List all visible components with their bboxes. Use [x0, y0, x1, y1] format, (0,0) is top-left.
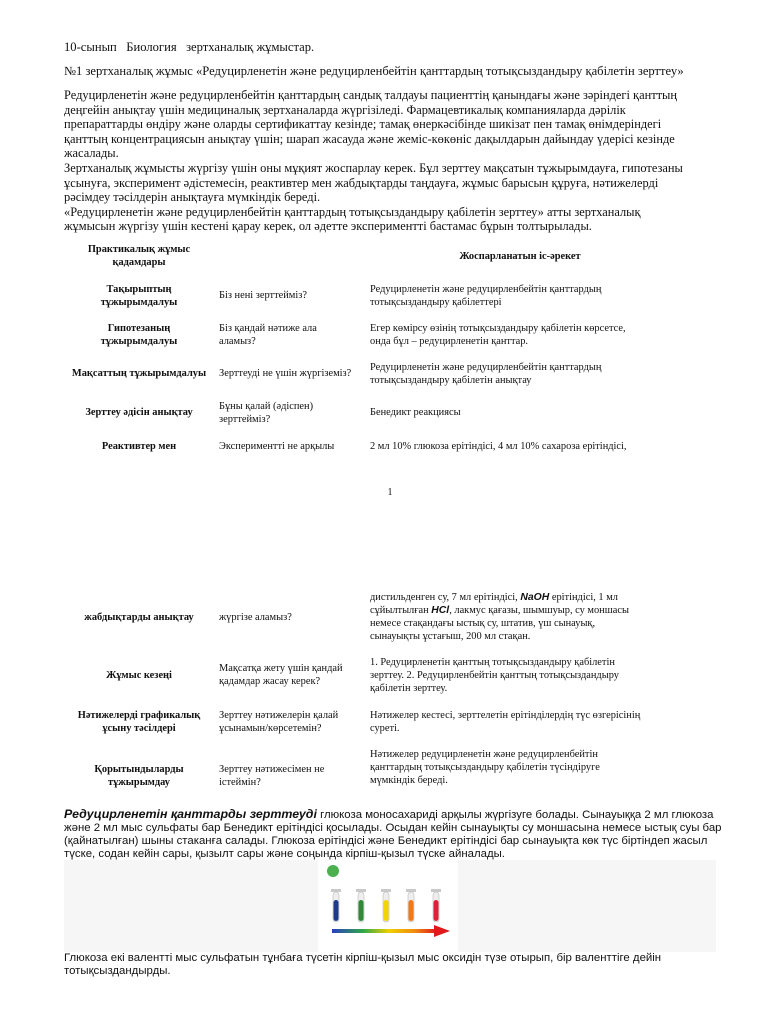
chem-formula-hcl: HCl	[431, 605, 450, 616]
cell-line: Экспериментті не арқылы	[219, 441, 335, 452]
table-cell-step	[64, 611, 214, 624]
table-cell-step	[64, 406, 214, 419]
table-head-line: Практикалық жұмыс	[87, 244, 191, 255]
subject-label: Биология	[126, 40, 177, 54]
table-cell-step	[64, 763, 214, 789]
cell-line: істеймін?	[219, 777, 261, 788]
benedict-section	[64, 808, 722, 861]
table-cell-question	[219, 367, 364, 380]
cell-line: қанттардың тотықсыздандыру қабілетін түсіндіруге	[370, 762, 600, 773]
cell-line: Тақырыптың	[106, 284, 172, 295]
cell-line: Нәтижелер кестесі, зерттелетін ерітінділердің түс өзгерісінің	[370, 710, 641, 721]
tube-liquid	[384, 900, 389, 921]
test-tube-figure	[64, 860, 716, 952]
cell-line	[370, 604, 670, 617]
table-cell-question	[219, 611, 364, 624]
cell-line: тұжырымдау	[107, 777, 171, 788]
cell-line: тұжырымдалуы	[100, 297, 178, 308]
closing-line: тотықсыздандырды.	[64, 965, 171, 977]
section-line: (қайнатылған) шыны стаканға салады. Глюкоза ерітіндісі және Бенедикт ерітіндісі бар сынауықта көк түс біртіндеп жасыл	[64, 835, 708, 847]
table-cell-action	[370, 656, 670, 695]
cell-line: Нәтижелерді графикалық	[77, 710, 201, 721]
table-cell-question	[219, 440, 364, 453]
table-cell-question	[219, 709, 364, 735]
cell-line: Біз қандай нәтиже ала	[219, 323, 317, 334]
cell-line: тұжырымдалуы	[100, 336, 178, 347]
cell-line: сынауықты ұстағыш, 200 мл стақан.	[370, 631, 531, 642]
section-text: глюкоза моносахариді арқылы жүргізуге болады. Сынауыққа 2 мл глюкоза	[316, 809, 714, 821]
cell-text: сұйылтылған	[370, 605, 432, 616]
section-line: және 2 мл мыс сульфаты бар Бенедикт ерітіндісі қосылады. Осыдан кейін сынауықты су моншасына немесе ыстық суы бар	[64, 822, 722, 834]
intro-line: жасалады.	[64, 146, 119, 161]
intro-line: ұсынуға, эксперимент әдістемесін, реактивтер мен жабдықтарды таңдауға, жұмыс барысын құруға, нәтижелерді	[64, 175, 659, 190]
cell-line: немесе стақандағы ыстық су, штатив, үш сынауық,	[370, 618, 596, 629]
closing-paragraph	[64, 952, 661, 978]
table-cell-action	[370, 361, 670, 387]
cell-line: зерттеу. 2. Редуцирленбейтін қанттың тотықсыздандыру	[370, 670, 619, 681]
table-head-actions: Жоспарланатын іс-әрекет	[459, 251, 581, 262]
section-heading: Редуцирленетін қанттарды зерттеуді	[64, 807, 317, 821]
cell-line: онда бұл – редуцирленетін қанттар.	[370, 336, 529, 347]
cell-line: Егер көмірсу өзінің тотықсыздандыру қабілетін көрсетсе,	[370, 323, 626, 334]
cell-line: Реактивтер мен	[101, 441, 177, 452]
tube-liquid	[409, 900, 414, 921]
cell-line: Қорытындыларды	[94, 764, 184, 775]
tube-liquid	[359, 900, 364, 921]
cell-line: Редуцирленетін және редуцирленбейтін қанттардың	[370, 362, 602, 373]
cell-line: Зерттеу нәтижесімен не	[219, 764, 325, 775]
closing-line: Глюкоза екі валентті мыс сульфатын тұнбаға түсетін кірпіш-қызыл мыс оксидін түзе отырып, бір валенттіге дейін	[64, 952, 662, 964]
cell-line: жабдықтарды анықтау	[84, 612, 194, 623]
color-gradient-arrow	[332, 929, 436, 933]
table-cell-action	[370, 591, 670, 643]
table-cell-action	[370, 709, 670, 735]
cell-line: Зерттеу нәтижелерін қалай	[219, 710, 339, 721]
table-cell-question	[219, 289, 364, 302]
table-cell-step	[64, 440, 214, 453]
cell-line: қабілетін зерттеу.	[370, 683, 448, 694]
table-head-line: қадамдары	[112, 257, 166, 268]
logo-badge-icon	[327, 865, 339, 877]
cell-line: 1. Редуцирленетін қанттың тотықсыздандыру қабілетін	[370, 657, 615, 668]
cell-line: тотықсыздандыру қабілетін анықтау	[370, 375, 532, 386]
cell-line: зерттейміз?	[219, 414, 271, 425]
cell-text: ерітіндісі, 1 мл	[549, 592, 618, 603]
cell-line: Зерттеу әдісін анықтау	[85, 407, 193, 418]
table-cell-question	[219, 763, 364, 789]
cell-line: Бенедикт реакциясы	[370, 407, 461, 418]
cell-line	[370, 591, 670, 604]
cell-line: аламыз?	[219, 336, 256, 347]
cell-line: Мақсаттың тұжырымдалуы	[71, 368, 207, 379]
table-cell-step	[64, 283, 214, 309]
table-cell-action	[370, 440, 670, 453]
table-cell-action	[370, 322, 670, 348]
cell-line: ұсынамын/көрсетемін?	[219, 723, 322, 734]
cell-line: қадамдар жасау керек?	[219, 676, 321, 687]
section-line: түске, содан кейін сары, қызылт сары және соңында кірпіш-қызыл түске айналады.	[64, 848, 505, 860]
tube-liquid	[434, 900, 439, 921]
intro-line: Редуцирленетін және редуцирленбейтін қанттардың сандық талдауы пациенттің қанындағы және зәріндегі қанттың	[64, 88, 677, 102]
test-tube-illustration	[64, 860, 716, 952]
cell-line: Бұны қалай (әдіспен)	[219, 401, 314, 412]
cell-line: Мақсатқа жету үшін қандай	[219, 663, 343, 674]
table-cell-step	[64, 709, 214, 735]
cell-line: Зерттеуді не үшін жүргіземіз?	[219, 368, 352, 379]
cell-line: мүмкіндік береді.	[370, 775, 448, 786]
intro-line: қанттың концентрациясын анықтау үшін; шарап жасауда және жеміс-көкөніс дақылдарын дайындау үдерісі кезінде	[64, 131, 675, 146]
cell-line: 2 мл 10% глюкоза ерітіндісі, 4 мл 10% сахароза ерітіндісі,	[370, 441, 627, 452]
table-cell-action	[370, 406, 670, 419]
cell-line: Жұмыс кезеңі	[106, 670, 172, 681]
topic-label: зертханалық жұмыстар.	[186, 40, 315, 54]
table-cell-question	[219, 322, 364, 348]
intro-line: препараттарды өндіру және оларды сертификаттау кезінде; тамақ өнеркәсібінде шикізат пен тамақ өнімдеріндегі	[64, 117, 662, 132]
table-cell-question	[219, 400, 364, 426]
page-number: 1	[387, 487, 393, 498]
cell-line: Нәтижелер редуцирленетін және редуцирленбейтін	[370, 749, 598, 760]
cell-line: Гипотезаның	[107, 323, 171, 334]
grade-label: 10-сынып	[64, 40, 117, 54]
intro-line: жұмысын жүргізу үшін кестені қарау керек, ол әдетте экспериментті бастамас бұрын толтырылады.	[64, 219, 592, 234]
cell-line: тотықсыздандыру қабілеттері	[370, 297, 502, 308]
cell-line: Редуцирленетін және редуцирленбейтін қанттардың	[370, 284, 602, 295]
intro-line: рәсімдеу тәсілдерін анықтауға мүмкіндік береді.	[64, 190, 321, 205]
table-cell-question	[219, 662, 364, 688]
intro-line: деңгейін анықтау үшін медициналық зертханаларда жүргізіледі. Фармацевтикалық компанияларда дәрілік	[64, 102, 626, 117]
table-cell-step	[64, 322, 214, 348]
cell-text: , лакмус қағазы, шымшуыр, су моншасы	[449, 605, 629, 616]
intro-line: «Редуцирленетін және редуцирленбейтін қанттардың тотықсыздандыру қабілетін зерттеу» атты зертханалық	[64, 204, 641, 219]
cell-line: ұсыну тәсілдері	[102, 723, 176, 734]
cell-line: Біз нені зерттейміз?	[219, 290, 307, 301]
cell-text: дистильденген су, 7 мл ерітіндісі,	[370, 592, 521, 603]
table-cell-step	[64, 669, 214, 682]
intro-line: Зертханалық жұмысты жүргізу үшін оны мұқият жоспарлау керек. Бұл зерттеу мақсатын тұжырымдауға, гипотезаны	[64, 160, 683, 175]
cell-line: суреті.	[370, 723, 400, 734]
cell-line: жүргізе аламыз?	[219, 612, 292, 623]
chem-formula-naoh: NaOH	[520, 592, 550, 603]
lab-title: №1 зертханалық жұмыс «Редуцирленетін және редуцирленбейтін қанттардың тотықсыздандыру қабілетін зерттеу»	[64, 64, 684, 78]
table-cell-step	[64, 367, 214, 380]
table-cell-action	[370, 748, 670, 787]
table-cell-action	[370, 283, 670, 309]
section-line	[64, 808, 722, 822]
tube-liquid	[334, 900, 339, 921]
table-head-steps	[64, 243, 214, 269]
